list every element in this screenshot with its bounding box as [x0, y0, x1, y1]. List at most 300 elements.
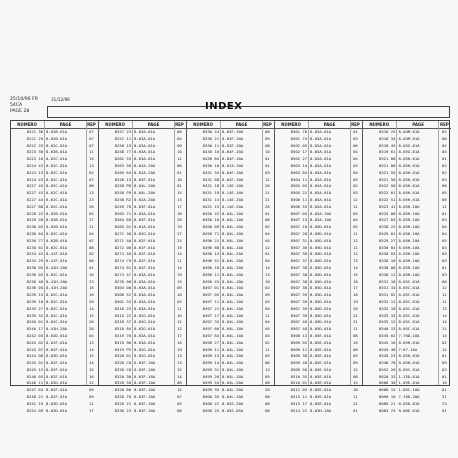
page-cell: 8-05A-01A: [310, 142, 332, 148]
rep-cell: 09: [265, 292, 270, 298]
numero-cell: 8239 32: [26, 312, 44, 318]
rep-cell: 11: [89, 400, 94, 406]
rep-cell: 07: [89, 176, 94, 182]
page-cell: 8-63A-01A: [134, 210, 156, 216]
numero-cell: 8319 70: [114, 332, 132, 338]
page-cell: 8-63A-01A: [134, 149, 156, 155]
page-cell: 8-62C-01A: [46, 190, 68, 196]
page-cell: 8-63A-01A: [134, 271, 156, 277]
rep-cell: 07: [89, 129, 94, 134]
page-cell: 8-04L-10A: [222, 217, 244, 223]
rep-cell: 17: [177, 332, 182, 338]
numero-cell: 8497 21: [202, 305, 220, 311]
rep-cell: 09: [442, 360, 447, 366]
rep-cell: 01: [353, 407, 358, 413]
page-cell: 8-62G-01A: [134, 326, 156, 332]
rep-cell: 10: [265, 149, 270, 155]
rep-cell: 09: [265, 135, 270, 141]
numero-cell: 8264 60: [114, 217, 132, 223]
page-cell: 8-62C-01A: [46, 271, 68, 277]
table-row: [99, 387, 186, 394]
table-row: [187, 394, 274, 401]
page-cell: 8-14E-20A: [222, 196, 244, 202]
page-cell: 8-05D-01A: [310, 285, 332, 291]
rep-cell: 09: [177, 400, 182, 406]
page-cell: 8-05E-01A: [310, 400, 332, 406]
rep-cell: 13: [265, 271, 270, 277]
page-cell: 8-05D-01A: [310, 278, 332, 284]
page-cell: 8-62D-01A: [46, 380, 68, 386]
page-cell: 8-63F-01A: [134, 217, 156, 223]
numero-cell: 8227 45: [26, 183, 44, 189]
column-header-page: PAGE: [59, 122, 72, 127]
page-cell: 8-63F-01A: [134, 203, 156, 209]
page-cell: 8-63F-10A: [134, 373, 156, 379]
page-cell: 8-62B-01A: [46, 149, 68, 155]
page-cell: 8-62C-01A: [46, 305, 68, 311]
column-divider: [438, 121, 439, 385]
numero-cell: 8315 22: [114, 312, 132, 318]
page-cell: 8-62C-01A: [46, 183, 68, 189]
table-row: [11, 394, 98, 401]
rep-cell: 14: [442, 312, 447, 318]
rep-cell: 01: [442, 407, 447, 413]
page-cell: 8-62C-01A: [46, 298, 68, 304]
table-row: [187, 387, 274, 394]
column-header-page: PAGE: [235, 122, 248, 127]
table-row: [363, 387, 451, 394]
rep-cell: 11: [177, 156, 182, 162]
column-divider: [44, 121, 45, 385]
numero-cell: 8496 18: [202, 264, 220, 270]
column-header-page: PAGE: [147, 122, 160, 127]
page-cell: 8-04L-10A: [222, 373, 244, 379]
rep-cell: 01: [442, 373, 447, 379]
page-cell: 8-14E-10A: [222, 183, 244, 189]
numero-cell: 8502 17: [290, 149, 308, 155]
page-cell: 7-70D-10A: [398, 332, 420, 338]
page-cell: 8-05D-01A: [310, 230, 332, 236]
numero-cell: 8518 34: [379, 135, 396, 141]
rep-cell: 13: [89, 190, 94, 196]
numero-cell: 8502 27: [290, 156, 308, 162]
rep-cell: 13: [177, 360, 182, 366]
table-row: [275, 394, 362, 401]
numero-cell: 8229 28: [26, 217, 44, 223]
page-cell: 8-05A-10A: [310, 217, 332, 223]
page-cell: 8-04L-10A: [222, 224, 244, 230]
numero-cell: 8535 12: [379, 319, 396, 325]
rep-cell: 20: [89, 298, 94, 304]
rep-cell: 04: [265, 230, 270, 236]
numero-cell: 8246 11: [26, 380, 44, 386]
numero-cell: 8239 15: [26, 292, 44, 298]
page-cell: 8-62B-01A: [46, 237, 68, 243]
numero-cell: 8496 11: [202, 271, 220, 277]
page-cell: 8-05S-20A: [222, 400, 244, 406]
column-header-page: PAGE: [323, 122, 336, 127]
page-cell: 8-62D-01A: [46, 407, 68, 413]
numero-cell: 8532 18: [379, 305, 396, 311]
page-cell: 8-04L-20A: [222, 353, 244, 359]
numero-cell: 8620 33: [379, 373, 396, 379]
rep-cell: 11: [442, 326, 447, 332]
numero-cell: 8507 39: [290, 292, 308, 298]
page-cell: 8-04F-10A: [222, 176, 244, 182]
numero-cell: 8499 14: [202, 360, 220, 366]
page-cell: 8-05A-01A: [310, 196, 332, 202]
numero-cell: 8507 36: [290, 251, 308, 257]
page-cell: 8-04F-10A: [222, 149, 244, 155]
rep-cell: 16: [89, 373, 94, 379]
numero-cell: 8507 13: [290, 217, 308, 223]
page-cell: 8-14E-20A: [222, 203, 244, 209]
rep-cell: 01: [177, 183, 182, 189]
rep-cell: 04: [265, 258, 270, 264]
rep-cell: 15: [177, 366, 182, 372]
numero-cell: 8274 47: [114, 271, 132, 277]
page-cell: 8-63F-01A: [134, 176, 156, 182]
table-row: [99, 394, 186, 401]
rep-cell: 13: [442, 305, 447, 311]
page-cell: 8-62C-01A: [46, 156, 68, 162]
page-cell: 8-04L-20A: [222, 264, 244, 270]
rep-cell: 04: [265, 319, 270, 325]
numero-cell: 8497 01: [202, 285, 220, 291]
rep-cell: 09: [89, 387, 94, 393]
numero-cell: 8456 22: [202, 210, 220, 216]
rep-cell: 02: [265, 339, 270, 345]
numero-cell: 8505 03: [290, 183, 308, 189]
rep-cell: 14: [177, 251, 182, 257]
rep-cell: 03: [442, 176, 447, 182]
rep-cell: 10: [177, 312, 182, 318]
rep-cell: 03: [442, 217, 447, 223]
index-column: [363, 121, 451, 413]
page-cell: 8-04L-10A: [222, 319, 244, 325]
page-cell: 8-05D-01A: [310, 298, 332, 304]
numero-cell: 8521 58: [379, 176, 396, 182]
rep-cell: 04: [177, 135, 182, 141]
numero-cell: 8230 77: [26, 237, 44, 243]
numero-cell: 8501 70: [290, 129, 308, 134]
page-cell: 8-05D-01A: [310, 305, 332, 311]
numero-cell: 8242 03: [26, 332, 44, 338]
numero-cell: 8258 P8: [114, 183, 132, 189]
rep-cell: 05: [442, 237, 447, 243]
rep-cell: 11: [442, 298, 447, 304]
rep-cell: 12: [177, 326, 182, 332]
numero-cell: 8506 11: [290, 196, 308, 202]
rep-cell: 01: [442, 156, 447, 162]
page-cell: 8-05D-01A: [310, 326, 332, 332]
header-title-box: [47, 106, 450, 118]
numero-cell: 8227 44: [26, 196, 44, 202]
rep-cell: 06: [177, 162, 182, 168]
numero-cell: 8497 11: [202, 298, 220, 304]
rep-cell: 18: [353, 387, 358, 393]
numero-cell: 8243 07: [26, 346, 44, 352]
rep-cell: 11: [177, 258, 182, 264]
rep-cell: 13: [177, 196, 182, 202]
numero-cell: 8274 61: [114, 264, 132, 270]
page-cell: 1-15D-01A: [398, 373, 420, 379]
rep-cell: 04: [265, 237, 270, 243]
numero-cell: 8319 96: [114, 339, 132, 345]
numero-cell: 8259 70: [114, 203, 132, 209]
numero-cell: 8227 88: [26, 203, 44, 209]
rep-cell: 12: [442, 285, 447, 291]
numero-cell: 8254 09: [26, 407, 44, 413]
rep-cell: 12: [442, 346, 447, 352]
page-cell: 8-62B-01A: [46, 224, 68, 230]
numero-cell: 8257 23: [114, 129, 132, 134]
rep-cell: 21: [265, 196, 270, 202]
page-cell: 8-62F-01A: [134, 244, 156, 250]
rep-cell: 14: [177, 373, 182, 379]
rep-cell: 14: [89, 305, 94, 311]
rep-cell: 13: [177, 353, 182, 359]
rep-cell: 10: [177, 149, 182, 155]
numero-cell: 8507 03: [290, 210, 308, 216]
numero-cell: 8499 20: [202, 373, 220, 379]
rep-cell: 13: [89, 162, 94, 168]
rep-cell: 14: [265, 264, 270, 270]
page-cell: 8-05C-01A: [398, 366, 420, 372]
numero-cell: 8244 08: [26, 353, 44, 359]
numero-cell: 8508 13: [290, 332, 308, 338]
numero-cell: 8262 53: [114, 156, 132, 162]
numero-cell: 8239 27: [26, 305, 44, 311]
rep-cell: 18: [353, 292, 358, 298]
numero-cell: 8245 15: [26, 366, 44, 372]
rep-cell: 09: [177, 142, 182, 148]
page-cell: 8-04L-20A: [134, 190, 156, 196]
page-cell: 8-62C-01A: [46, 292, 68, 298]
column-divider: [308, 121, 309, 385]
numero-cell: 8265 64: [114, 169, 132, 175]
numero-cell: 8499 35: [202, 387, 220, 393]
numero-cell: 8221 36: [26, 129, 44, 134]
rep-cell: 01: [442, 210, 447, 216]
numero-cell: 8529 01: [379, 230, 396, 236]
page-cell: 8-62G-01A: [134, 346, 156, 352]
rep-cell: 17: [89, 217, 94, 223]
numero-cell: 8236 05: [26, 264, 44, 270]
rep-cell: 01: [442, 264, 447, 270]
rep-cell: 17: [89, 407, 94, 413]
page-cell: 8-63F-10A: [134, 407, 156, 413]
page-cell: 8-62C-01A: [46, 230, 68, 236]
numero-cell: 8606 30: [379, 380, 396, 386]
index-column: [275, 121, 363, 413]
numero-cell: 8531 02: [379, 292, 396, 298]
numero-cell: 8509 38: [290, 353, 308, 359]
page-cell: 8-04M-01A: [398, 129, 420, 134]
rep-cell: 13: [353, 258, 358, 264]
numero-cell: 8518 45: [379, 142, 396, 148]
page-cell: 8-62F-01A: [134, 237, 156, 243]
page-cell: 8-04L-10A: [222, 312, 244, 318]
rep-cell: 21: [89, 224, 94, 230]
page-cell: 8-62A-20A: [134, 196, 156, 202]
rep-cell: 08: [265, 142, 270, 148]
numero-cell: 8513 17: [290, 400, 308, 406]
rep-cell: 08: [265, 394, 270, 400]
rep-cell: 08: [353, 332, 358, 338]
numero-cell: 8507 38: [290, 264, 308, 270]
rep-cell: 03: [177, 298, 182, 304]
page-cell: 8-05D-01A: [310, 224, 332, 230]
numero-cell: 8545 16: [379, 339, 396, 345]
numero-cell: 8258 13: [114, 176, 132, 182]
page-cell: 8-04L-20A: [222, 258, 244, 264]
column-header-numero: NUMERO: [105, 122, 125, 127]
rep-cell: 06: [265, 360, 270, 366]
rep-cell: 02: [442, 142, 447, 148]
rep-cell: 20: [265, 387, 270, 393]
rep-cell: 08: [89, 244, 94, 250]
header-date: 31/12/96: [51, 97, 70, 102]
page-cell: 8-62B-01A: [46, 129, 68, 134]
page-cell: 8-63F-10A: [222, 135, 244, 141]
numero-cell: 8500 35: [202, 394, 220, 400]
page-cell: 8-62D-01A: [46, 353, 68, 359]
column-divider: [350, 121, 351, 385]
page-cell: 8-05H-10A: [398, 203, 420, 209]
numero-cell: 8531 16: [379, 278, 396, 284]
numero-cell: 8497 05: [202, 292, 220, 298]
page-title: INDEX: [205, 101, 243, 112]
numero-cell: 8430 16: [202, 162, 220, 168]
page-cell: 8-62F-01A: [46, 373, 68, 379]
numero-cell: 8509 56: [290, 366, 308, 372]
table-row: [11, 408, 98, 415]
rep-cell: 02: [89, 210, 94, 216]
numero-cell: 8507 31: [290, 237, 308, 243]
page-cell: 8-63A-01A: [134, 332, 156, 338]
numero-cell: 8330 11: [202, 142, 220, 148]
page-cell: 8-05S-05A: [222, 407, 244, 413]
numero-cell: 8545 02: [379, 332, 396, 338]
numero-cell: 8496 14: [202, 251, 220, 257]
numero-cell: 8248 21: [26, 394, 44, 400]
page-cell: 8-62F-01A: [46, 339, 68, 345]
numero-cell: 8499 54: [202, 380, 220, 386]
rep-cell: 08: [265, 407, 270, 413]
numero-cell: 8430 16: [202, 149, 220, 155]
numero-cell: 8431 19: [202, 190, 220, 196]
numero-cell: 8519 61: [379, 149, 396, 155]
numero-cell: 8507 39: [290, 312, 308, 318]
column-header-numero: NUMERO: [281, 122, 301, 127]
numero-cell: 8507 38: [290, 278, 308, 284]
numero-cell: 8522 50: [379, 183, 396, 189]
rep-cell: 19: [177, 278, 182, 284]
table-row: [275, 387, 362, 394]
numero-cell: 8431 18: [202, 183, 220, 189]
numero-cell: 8497 84: [202, 332, 220, 338]
page-cell: 8-05H-01A: [398, 196, 420, 202]
page-cell: 8-05H-10A: [398, 224, 420, 230]
numero-cell: 8318 37: [114, 319, 132, 325]
numero-cell: 8320 50: [114, 380, 132, 386]
numero-cell: 8522 61: [379, 190, 396, 196]
rep-cell: 06: [89, 258, 94, 264]
rep-cell: 08: [265, 400, 270, 406]
page-cell: 8-05C-01A: [398, 285, 420, 291]
numero-cell: 8257 11: [114, 135, 132, 141]
page-cell: 8-62B-01A: [46, 217, 68, 223]
rep-cell: 15: [353, 380, 358, 386]
page-cell: 8-04L-10A: [222, 326, 244, 332]
rep-cell: 05: [353, 353, 358, 359]
rep-cell: 11: [353, 244, 358, 250]
numero-cell: 8258 P9: [114, 190, 132, 196]
page-cell: 8-05E-01A: [310, 373, 332, 379]
page-cell: 8-05D-01A: [310, 312, 332, 318]
column-header-rep: REP: [175, 122, 184, 127]
index-column: [11, 121, 99, 413]
rep-cell: 03: [353, 135, 358, 141]
page-cell: 8-04L-10A: [222, 394, 244, 400]
page-cell: 8-05H-01A: [398, 162, 420, 168]
numero-cell: 8496 51: [202, 258, 220, 264]
numero-cell: 8320 70: [114, 394, 132, 400]
rep-cell: 19: [353, 298, 358, 304]
rep-cell: 03: [442, 251, 447, 257]
page-cell: 8-05E-01A: [310, 360, 332, 366]
page-cell: 8-05H-01A: [398, 183, 420, 189]
rep-cell: 04: [265, 305, 270, 311]
numero-cell: 8496 21: [202, 237, 220, 243]
numero-cell: 8431 34: [202, 169, 220, 175]
rep-cell: 01: [265, 156, 270, 162]
page-cell: 8-63A-01A: [134, 339, 156, 345]
numero-cell: 8083 74: [379, 407, 396, 413]
column-header-numero: NUMERO: [17, 122, 37, 127]
rep-cell: 04: [89, 230, 94, 236]
numero-cell: 8497 17: [202, 312, 220, 318]
page-cell: 8-05A-01A: [310, 183, 332, 189]
rep-cell: 20: [177, 217, 182, 223]
rep-cell: 14: [442, 319, 447, 325]
page-cell: 8-05H-01A: [398, 353, 420, 359]
page-cell: 8-04L-20A: [222, 380, 244, 386]
rep-cell: 12: [353, 237, 358, 243]
page-cell: 8-05D-01A: [310, 258, 332, 264]
page-cell: 8-05H-01A: [398, 176, 420, 182]
rep-cell: 10: [177, 339, 182, 345]
page-cell: 7-67-10A: [398, 346, 418, 352]
page-cell: 8-05H-10A: [398, 264, 420, 270]
numero-cell: 8507 48: [290, 319, 308, 325]
index-grid: [11, 121, 449, 413]
rep-cell: 17: [353, 285, 358, 291]
numero-cell: 8239 16: [26, 298, 44, 304]
numero-cell: 8252 19: [26, 400, 44, 406]
numero-cell: 8234 29: [26, 258, 44, 264]
rep-cell: 01: [442, 353, 447, 359]
page-cell: 8-05E-01A: [310, 332, 332, 338]
rep-cell: 05: [265, 373, 270, 379]
rep-cell: 23: [89, 278, 94, 284]
numero-cell: 8531 34: [379, 285, 396, 291]
page-cell: 8-05H-10A: [398, 217, 420, 223]
numero-cell: 8330 23: [114, 407, 132, 413]
rep-cell: 12: [353, 196, 358, 202]
numero-cell: 8499 31: [202, 366, 220, 372]
